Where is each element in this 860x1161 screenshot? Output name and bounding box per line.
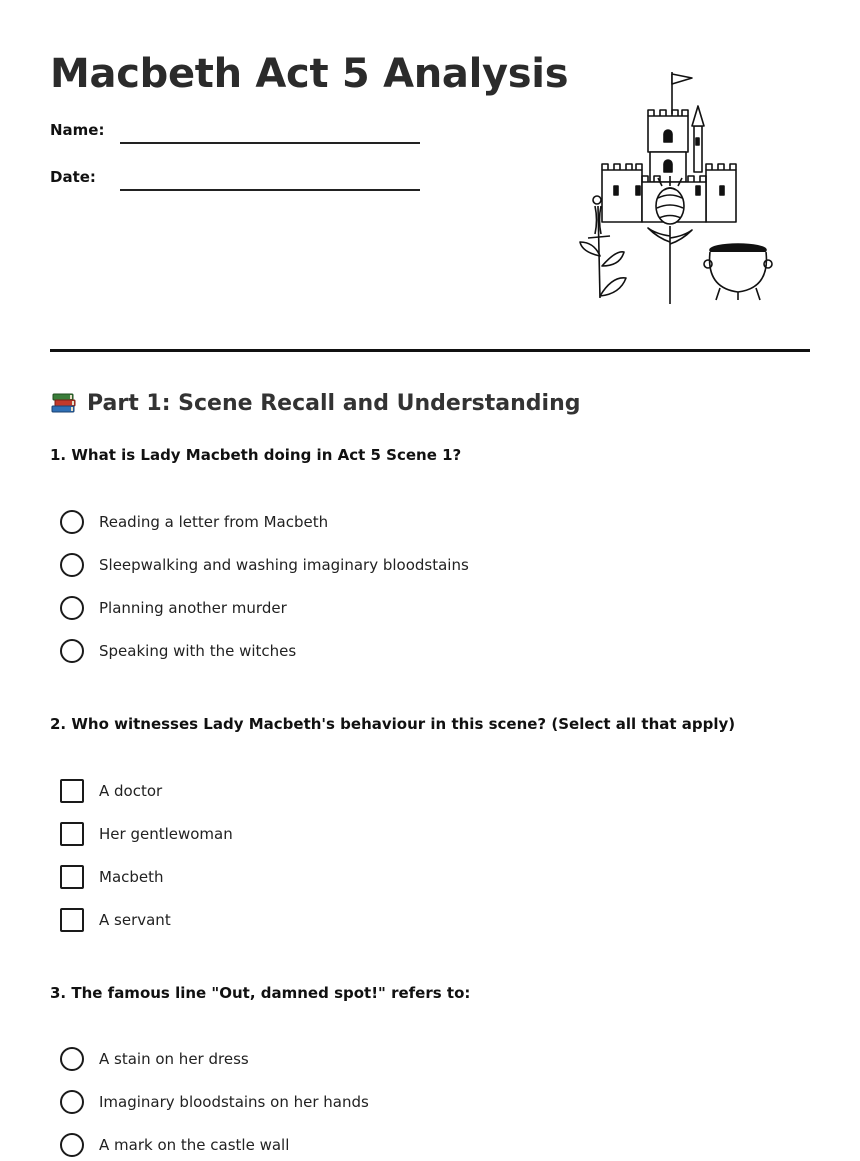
q1-option-2[interactable] — [60, 552, 469, 578]
radio-button[interactable] — [60, 639, 84, 663]
option-label: Sleepwalking and washing imaginary bloodstains — [99, 556, 469, 574]
radio-button[interactable] — [60, 1047, 84, 1071]
option-label: Her gentlewoman — [99, 825, 233, 843]
q3-option-3[interactable] — [60, 1132, 289, 1158]
date-line[interactable] — [120, 189, 420, 191]
radio-button[interactable] — [60, 510, 84, 534]
option-label: Reading a letter from Macbeth — [99, 513, 329, 531]
q2-option-4[interactable] — [60, 907, 171, 933]
option-label: Speaking with the witches — [99, 642, 297, 660]
q1-option-1[interactable] — [60, 509, 328, 535]
question-2: 2. Who witnesses Lady Macbeth's behaviour in this scene? (Select all that apply) — [50, 715, 736, 733]
section-title-text: Part 1: Scene Recall and Understanding — [87, 390, 581, 416]
radio-button[interactable] — [60, 1090, 84, 1114]
radio-button[interactable] — [60, 596, 84, 620]
checkbox[interactable] — [60, 779, 84, 803]
option-label: A servant — [99, 911, 171, 929]
q2-option-3[interactable] — [60, 864, 164, 890]
option-label: A doctor — [99, 782, 163, 800]
date-label: Date: — [50, 168, 96, 186]
section-title — [50, 389, 581, 417]
q1-option-3[interactable] — [60, 595, 287, 621]
question-3: 3. The famous line "Out, damned spot!" refers to: — [50, 984, 471, 1002]
radio-button[interactable] — [60, 1133, 84, 1157]
books-icon — [50, 389, 78, 417]
name-line[interactable] — [120, 142, 420, 144]
name-label: Name: — [50, 121, 105, 139]
q2-option-2[interactable] — [60, 821, 233, 847]
q1-option-4[interactable] — [60, 638, 296, 664]
header-divider — [50, 349, 810, 352]
option-label: Macbeth — [99, 868, 164, 886]
castle-illustration — [570, 66, 780, 311]
option-label: Imaginary bloodstains on her hands — [99, 1093, 369, 1111]
page-title: Macbeth Act 5 Analysis — [50, 51, 569, 97]
radio-button[interactable] — [60, 553, 84, 577]
option-label: A mark on the castle wall — [99, 1136, 290, 1154]
checkbox[interactable] — [60, 822, 84, 846]
option-label: A stain on her dress — [99, 1050, 249, 1068]
option-label: Planning another murder — [99, 599, 287, 617]
checkbox[interactable] — [60, 908, 84, 932]
q2-option-1[interactable] — [60, 778, 162, 804]
question-1: 1. What is Lady Macbeth doing in Act 5 Scene 1? — [50, 446, 462, 464]
q3-option-1[interactable] — [60, 1046, 249, 1072]
q3-option-2[interactable] — [60, 1089, 369, 1115]
checkbox[interactable] — [60, 865, 84, 889]
